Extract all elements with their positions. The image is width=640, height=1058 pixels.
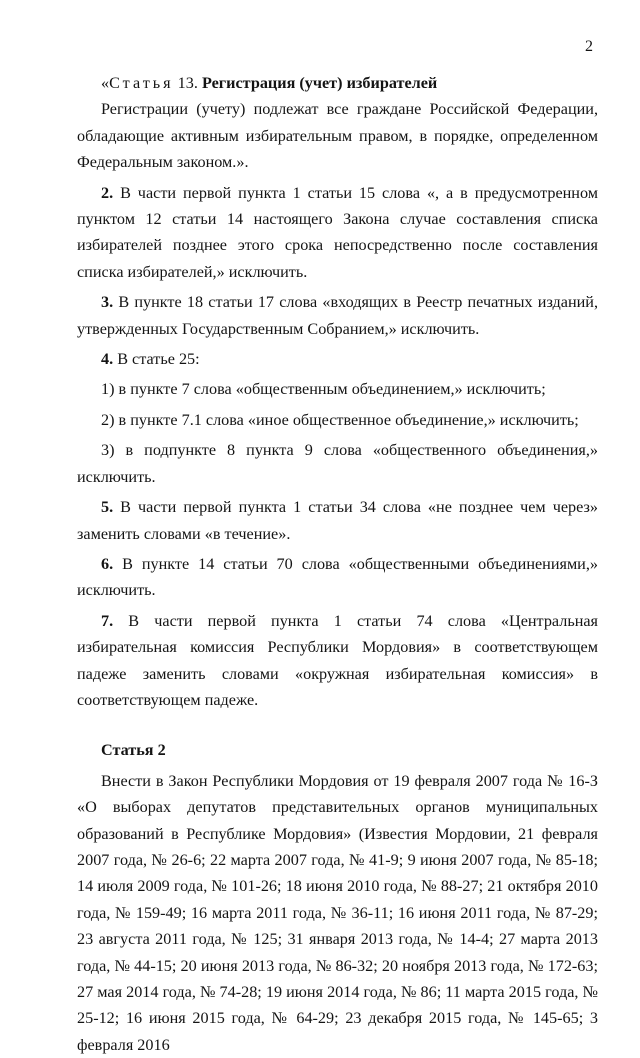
sub-item-1: 1) в пункте 7 слова «общественным объединением,» исключить; (101, 380, 546, 399)
article13-heading: «Статья 13. Регистрация (учет) избирателей (101, 74, 438, 92)
amendment-item-6: 6. В пункте 14 статьи 70 слова «общественными объединениями,» исключить. (77, 554, 598, 600)
article13-body: Регистрации (учету) подлежат все граждане Российской Федерации, обладающие активным избирательным правом, в порядке, определенном Федеральным законом.». (77, 100, 598, 172)
document-body (77, 70, 598, 1058)
amendment-item-7: 7. В части первой пункта 1 статьи 74 слова «Центральная избирательная комиссия Республики Мордовия» в соответствующем падеже заменить словами «окружная избирательная комиссия» в соответствующем падеже. (77, 611, 598, 709)
page-number: 2 (585, 38, 593, 55)
sub-item-3: 3) в подпункте 8 пункта 9 слова «общественного объединения,» исключить. (77, 441, 598, 486)
article2-heading: Статья 2 (101, 741, 166, 760)
amendment-item-4: 4. В статье 25: (101, 350, 200, 369)
article13-title: Регистрация (учет) избирателей (201, 74, 438, 92)
article2-body: Внести в Закон Республики Мордовия от 19 февраля 2007 года № 16-З «О выборах депутатов представительных органов муниципальных образований в Республике Мордовия» (Известия Мордовии, 21 февраля 2007 года, № 26-6; 22 марта 2007 года, № 41-9; 9 июня 2007 года, № 85-18; 14 июля 2009 года, № 101-26; 18 июня 2010 года, № 88-27; 21 октября 2010 года, № 159-49; 16 марта 2011 года, № 36-11; 16 июня 2011 года, № 87-29; 23 августа 2011 года, № 125; 31 января 2013 года, № 14-4; 27 марта 2013 года, № 44-15; 20 июня 2013 года, № 86-32; 20 ноября 2013 года, № 172-63; 27 мая 2014 года, № 74-28; 19 июня 2014 года, № 86; 11 марта 2015 года, № 25-12; 16 июня 2015 года, № 64-29; 23 декабря 2015 года, № 145-65; 3 февраля 2016 (77, 771, 598, 1054)
amendment-item-5: 5. В части первой пункта 1 статьи 34 слова «не позднее чем через» заменить словами «в течение». (77, 498, 598, 543)
article-word: Статья (109, 74, 174, 92)
amendment-item-3: 3. В пункте 18 статьи 17 слова «входящих в Реестр печатных изданий, утвержденных Государственным Собранием,» исключить. (77, 293, 598, 338)
sub-item-2: 2) в пункте 7.1 слова «иное общественное объединение,» исключить; (101, 410, 579, 429)
amendment-item-2: 2. В части первой пункта 1 статьи 15 слова «, а в предусмотренном пунктом 12 статьи 14 настоящего Закона случае составления списка избирателей позднее этого срока непосредственно после составления списка избирателей,» исключить. (77, 183, 598, 281)
